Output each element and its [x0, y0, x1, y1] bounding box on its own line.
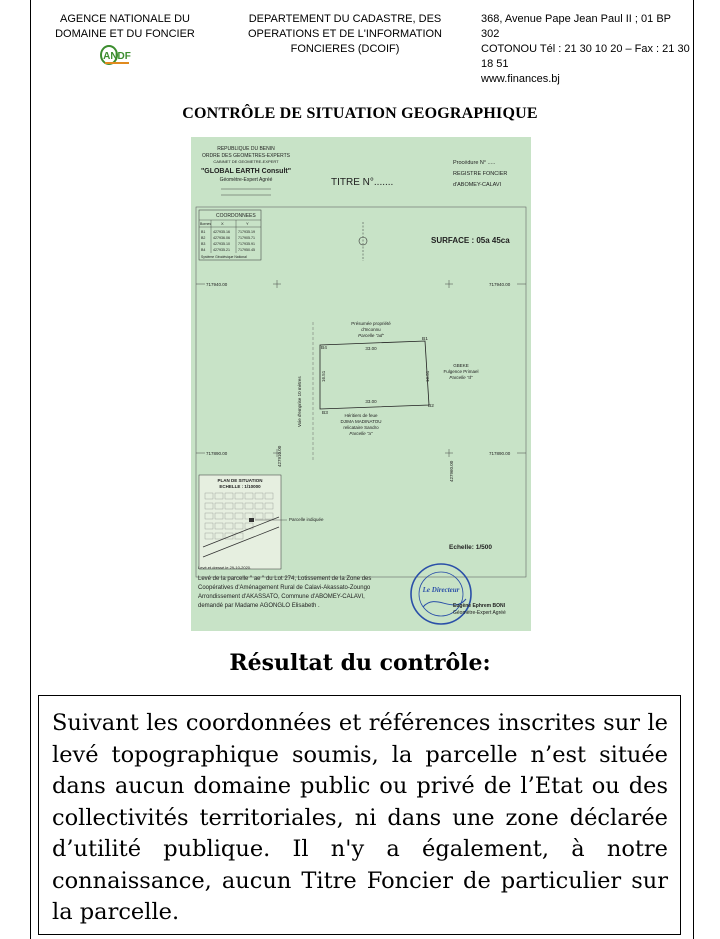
plan-registre-place: d'ABOMEY-CALAVI	[453, 182, 502, 188]
south-owner-line-4: Parcelle "a"	[349, 431, 373, 436]
signatory-name: Eugène Ephrem BONI	[453, 603, 505, 609]
agency-address	[481, 12, 691, 87]
situation-plan-inset	[199, 475, 281, 569]
coords-row-3-borne: B3	[201, 242, 206, 246]
coords-row-2-borne: B2	[201, 236, 206, 240]
road-label: Voie d'emprise 10 mètres	[297, 376, 302, 427]
grid-label-top-left: 717940.00	[206, 282, 228, 287]
coords-row-1-y: 717935.19	[238, 230, 255, 234]
desc-line-2: Coopératives d'Aménagement Rural de Calavi-Akassato-Zoungo	[198, 585, 371, 591]
east-owner-line-2: Fulgence Primael	[443, 369, 479, 374]
coords-title: COORDONNEES	[216, 213, 256, 219]
desc-line-4: demandé par Madame AGONGLO Elisabeth .	[198, 603, 320, 609]
dim-left: 16.51	[321, 370, 326, 382]
andf-logo-icon	[100, 44, 134, 66]
coords-header-y: Y	[246, 221, 249, 226]
agency-name: AGENCE NATIONALE DU DOMAINE ET DU FONCIER	[55, 13, 195, 40]
coords-row-4-borne: B4	[201, 248, 206, 252]
corner-b3: B3	[322, 411, 328, 416]
south-owner-line-1: Héritiers de feue	[344, 413, 378, 418]
north-arrow-icon	[359, 222, 367, 261]
department-name: DEPARTEMENT DU CADASTRE, DES OPERATIONS ET DE L'INFORMATION FONCIERES (DCOIF)	[247, 13, 442, 55]
plan-org-line-2: ORDRE DES GEOMETRES-EXPERTS	[202, 153, 290, 159]
grid-label-bottom-left: 717890.00	[206, 451, 228, 456]
desc-line-3: Arrondissement d'AKASSATO, Commune d'ABOMEY-CALAVI,	[198, 594, 365, 600]
coords-row-2-y: 717905.71	[238, 236, 255, 240]
leve-date: Levé et dressé le 29-10-2020.	[198, 565, 252, 570]
address-line-2: COTONOU Tél : 21 30 10 20 – Fax : 21 30 18 51	[481, 43, 690, 70]
situation-scale: ECHELLE : 1/10000	[219, 484, 261, 489]
east-owner-line-1: GBEKE	[453, 363, 469, 368]
page-border-right	[693, 0, 694, 939]
coordinates-table	[199, 210, 261, 260]
survey-plan-image	[191, 137, 531, 631]
south-owner-line-2: DJIMA MADINATOU	[340, 419, 382, 424]
coords-row-4-y: 717950.45	[238, 248, 255, 252]
plan-registre: REGISTRE FONCIER	[453, 171, 508, 177]
plan-org-line-3: CABINET DE GEOMETRE-EXPERT	[213, 159, 279, 164]
corner-b2: B2	[428, 404, 434, 409]
plan-org-line-1: REPUBLIQUE DU BENIN	[217, 146, 275, 152]
result-box	[38, 695, 681, 935]
coords-header-bornes: Bornes	[200, 222, 212, 226]
grid-label-bottom-right: 717890.00	[489, 451, 511, 456]
plan-surface: SURFACE : 05a 45ca	[431, 236, 510, 245]
address-line-1: 368, Avenue Pape Jean Paul II ; 01 BP 302	[481, 13, 671, 40]
result-title: Résultat du contrôle:	[229, 650, 491, 676]
logo-text: ANDF	[103, 51, 131, 62]
grid-label-vertical-right: 427960.00	[449, 460, 454, 482]
page-border-left	[30, 0, 31, 939]
plan-firm-name: "GLOBAL EARTH Consult"	[200, 168, 292, 175]
coords-row-3-x: 427935.10	[213, 242, 230, 246]
plan-scale: Echelle: 1/500	[449, 544, 492, 551]
coords-header-x: X	[221, 221, 224, 226]
north-owner-line-3: Parcelle "ad"	[358, 333, 384, 338]
dim-right: 16.51	[425, 370, 430, 382]
corner-b1: B1	[422, 337, 428, 342]
coords-row-1-x: 427935.16	[213, 230, 230, 234]
plan-firm-role: Géomètre-Expert Agréé	[219, 177, 273, 183]
plan-procedure: Procédure N° .....	[453, 160, 496, 166]
south-owner-line-3: relicataire Sandro	[343, 425, 379, 430]
dim-bottom: 33.00	[365, 399, 377, 404]
situation-title: PLAN DE SITUATION	[217, 478, 263, 483]
result-text: Suivant les coordonnées et références inscrites sur le levé topographique soumis, la parcelle n’est située dans aucun domaine public ou privé de l’Etat ou des collectivités territoriales, ni dans une zone déclarée d’utilité publique. Il n'y a également, à notre connaissance, aucun Titre Foncier de particulier sur la parcelle.	[52, 710, 668, 925]
signatory-role: Géomètre-Expert Agréé	[453, 610, 506, 616]
north-owner-line-1: Présumée propriété	[351, 321, 391, 326]
website-link[interactable]: www.finances.bj	[481, 73, 560, 85]
grid-label-top-right: 717940.00	[489, 282, 511, 287]
east-owner-line-3: Parcelle "d"	[449, 375, 473, 380]
desc-line-1: Levé de la parcelle " ae " du Lot 274, Lotissement de la Zone des	[198, 576, 372, 582]
coords-row-4-x: 427935.21	[213, 248, 230, 252]
plan-titre-number: TITRE N°.......	[331, 177, 394, 188]
document-title: CONTRÔLE DE SITUATION GEOGRAPHIQUE	[182, 105, 538, 122]
corner-b4: B4	[321, 346, 327, 351]
coords-row-2-x: 427936.06	[213, 236, 230, 240]
north-owner-line-2: d'Inconnu	[361, 327, 381, 332]
stamp-text: Le Directeur	[422, 586, 460, 594]
dim-top: 33.00	[365, 346, 377, 351]
coords-row-1-borne: B1	[201, 230, 206, 234]
grid-label-vertical-left: 427910.00	[277, 445, 282, 467]
coords-note: Système Géodésique National	[201, 255, 247, 259]
coords-row-3-y: 717935.91	[238, 242, 255, 246]
parcelle-indiquee-label: Parcelle indiquée	[289, 517, 324, 522]
